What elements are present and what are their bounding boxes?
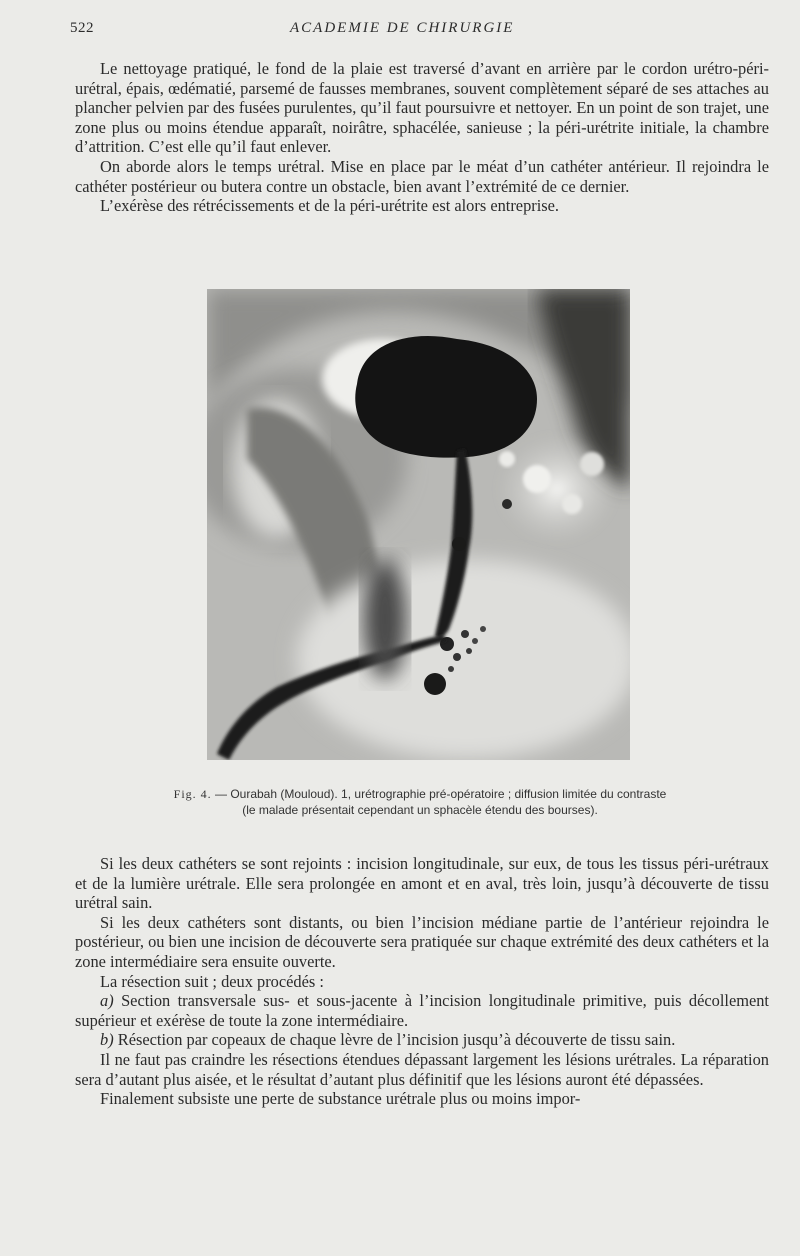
paragraph: Si les deux cathéters se sont rejoints : incision longitudinale, sur eux, de tous les tissus péri-urétraux et de la lumière urétrale. Elle sera prolongée en amont et en aval, très loin, jusqu’à découverte de tissu urétral sain. (75, 854, 769, 913)
page-header (70, 20, 770, 42)
bottom-text-block (75, 854, 769, 1109)
running-title: ACADEMIE DE CHIRURGIE (290, 20, 515, 36)
caption-text-line1: — Ourabah (Mouloud). 1, urétrographie pré-opératoire ; diffusion limitée du contraste (215, 787, 667, 801)
procedure-letter: a) (100, 991, 114, 1011)
paragraph: Il ne faut pas craindre les résections étendues dépassant largement les lésions urétrales. La réparation sera d’autant plus aisée, et le résultat d’autant plus définitif que les lésions auront été dépassées. (75, 1049, 769, 1089)
procedure-item (75, 1030, 769, 1050)
paragraph: L’exérèse des rétrécissements et de la péri-urétrite est alors entreprise. (100, 196, 560, 216)
paragraph: On aborde alors le temps urétral. Mise en place par le méat d’un cathéter antérieur. Il rejoindra le cathéter postérieur ou butera contre un obstacle, bien avant l’extrémité de ce dernier. (75, 156, 769, 196)
paragraph: Finalement subsiste une perte de substance urétrale plus ou moins impor- (100, 1089, 581, 1109)
paragraph: Le nettoyage pratiqué, le fond de la plaie est traversé d’avant en arrière par le cordon urétro-péri-urétral, épais, œdématié, parsemé de fausses membranes, souvent complètement séparé de ses attaches au plancher pelvien par des fusées purulentes, qu’il faut poursuivre et nettoyer. En un point de son trajet, une zone plus ou moins étendue apparaît, noirâtre, sphacélée, sanieuse ; la péri-urétrite initiale, la chambre d’attrition. C’est elle qu’il faut enlever. (75, 59, 769, 157)
paragraph: La résection suit ; deux procédés : (100, 971, 324, 991)
figure-label: Fig. 4. (173, 787, 212, 801)
procedure-text: Résection par copeaux de chaque lèvre de l’incision jusqu’à découverte de tissu sain. (117, 1030, 676, 1050)
figure-caption (100, 786, 740, 818)
caption-text-line2: (le malade présentait cependant un sphacèle étendu des bourses). (242, 803, 598, 817)
procedure-item (75, 991, 769, 1030)
top-text-block (75, 59, 769, 216)
paragraph: Si les deux cathéters sont distants, ou bien l’incision médiane partie de l’antérieur rejoindra le postérieur, ou bien une incision de découverte sera pratiquée sur chaque extrémité des deux cathéters et la zone intermédiaire sera ensuite ouverte. (75, 912, 769, 971)
procedure-text: Section transversale sus- et sous-jacente à l’incision longitudinale primitive, puis décollement supérieur et exérèse de toute la zone intermédiaire. (75, 991, 769, 1030)
procedure-letter: b) (100, 1030, 114, 1050)
urethrography-radiograph (207, 289, 630, 760)
page-number: 522 (70, 20, 94, 36)
